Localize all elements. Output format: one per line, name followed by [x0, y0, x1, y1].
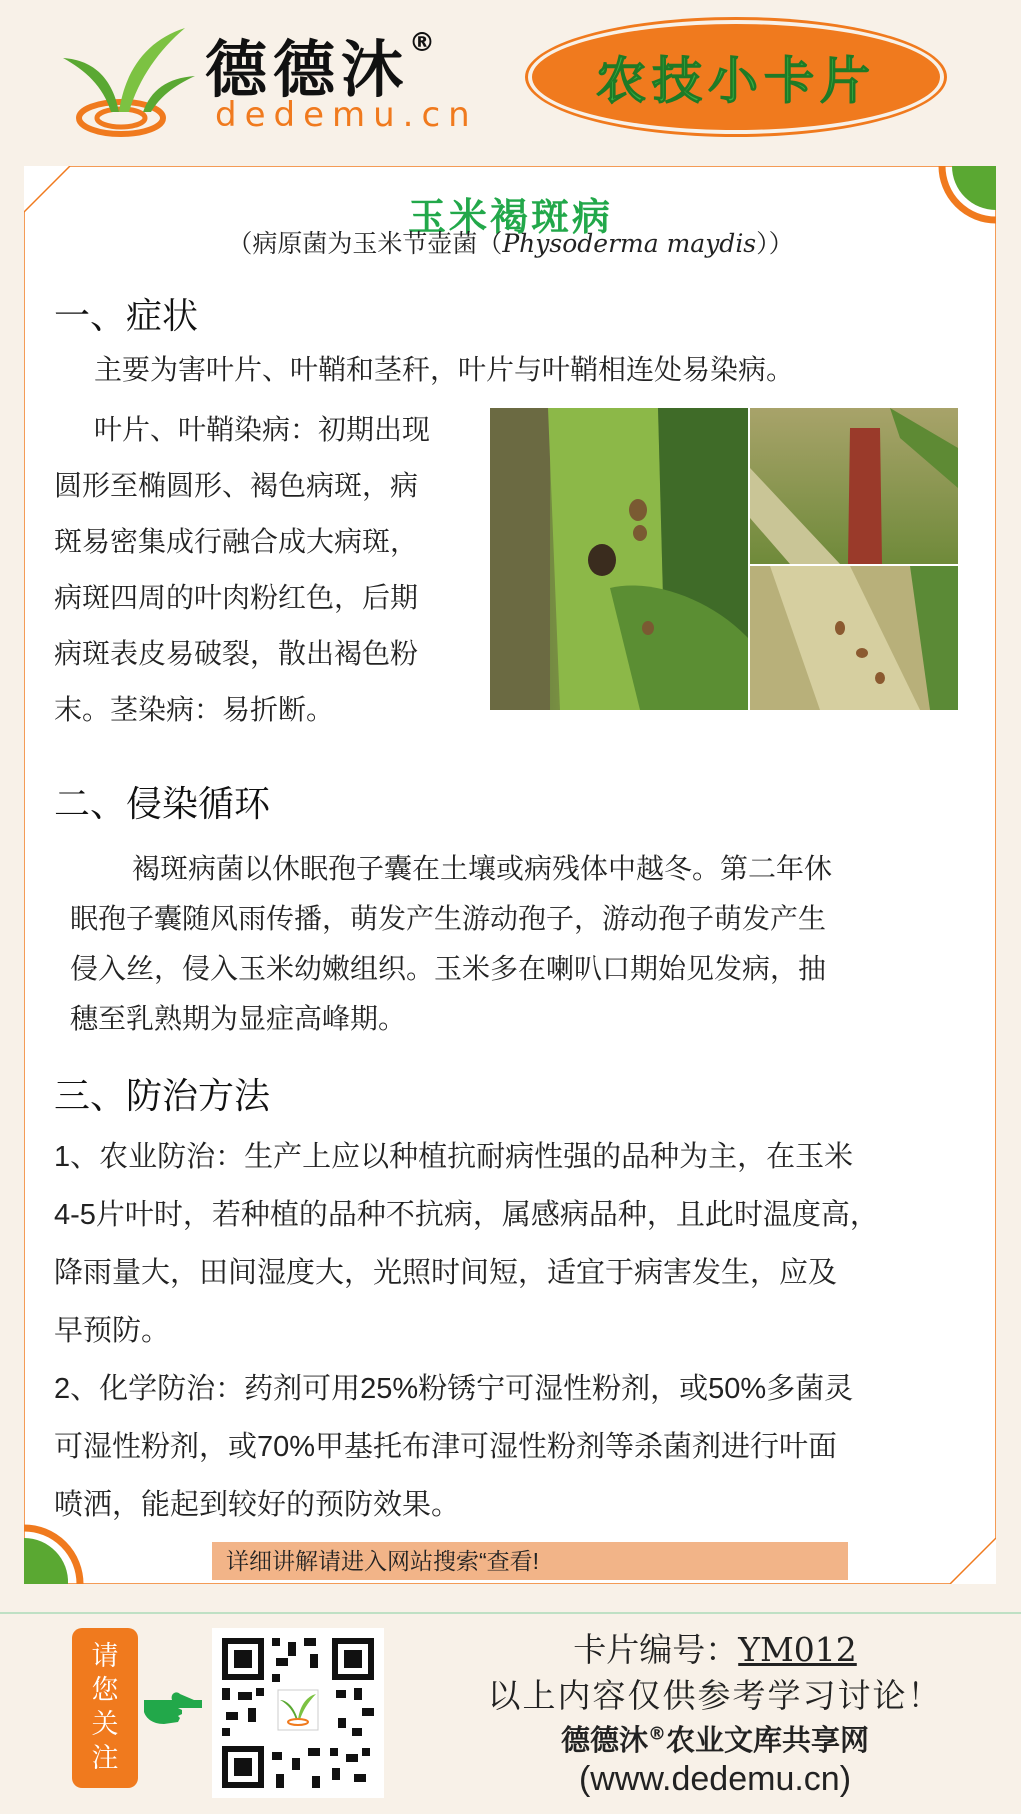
qr-code[interactable]	[212, 1628, 384, 1798]
infection-cycle-text: 褐斑病菌以休眠孢子囊在土壤或病残体中越冬。第二年休 眠孢子囊随风雨传播，萌发产生游动孢子，游动孢子萌发产生 侵入丝，侵入玉米幼嫩组织。玉米多在喇叭口期始见发病，抽 穗至乳熟期为显症高峰期。	[70, 852, 833, 1035]
site-name: 德德沐®农业文库共享网	[560, 1723, 870, 1757]
card-number: 卡片编号：YM012	[573, 1630, 857, 1669]
disclaimer: 以上内容仅供参考学习讨论！	[487, 1676, 943, 1715]
section-heading-symptoms: 一、症状	[54, 296, 199, 337]
disease-photo	[490, 408, 958, 710]
symptoms-intro: 主要为害叶片、叶鞘和茎秆，叶片与叶鞘相连处易染病。	[94, 353, 795, 386]
follow-badge: 请 您 关 注	[72, 1628, 138, 1788]
header-badge: 农技小卡片	[532, 24, 940, 130]
sprout-logo-icon	[55, 20, 205, 140]
pointing-hand-icon	[142, 1688, 204, 1728]
card-title: 玉米褐斑病	[407, 195, 613, 239]
section-heading-control-methods: 三、防治方法	[54, 1076, 271, 1117]
site-url[interactable]: (www.dedemu.cn)	[578, 1760, 852, 1798]
search-banner: 详细讲解请进入网站搜索“查看!	[212, 1542, 848, 1580]
brand-name: 德德沐®	[205, 28, 442, 106]
control-methods-text: 1、农业防治：生产上应以种植抗耐病性强的品种为主，在玉米 4-5片叶时，若种植的品种不抗病，属感病品种，且此时温度高， 降雨量大，田间湿度大，光照时间短，适宜于病害发生，应及 早预防。 2、化学防治：药剂可用25%粉锈宁可湿性粉剂，或50%多菌灵 可湿性粉剂，或70%甲基托布津可湿性粉剂等杀菌剂进行叶面 喷洒，能起到较好的预防效果。	[54, 1141, 879, 1521]
footer-divider	[0, 1612, 1021, 1614]
pathogen-line: （病原菌为玉米节壶菌（Physoderma maydis））	[227, 229, 794, 258]
section-heading-infection-cycle: 二、侵染循环	[54, 784, 271, 825]
brand-url: dedemu.cn	[215, 95, 478, 135]
symptoms-detail: 叶片、叶鞘染病：初期出现 圆形至椭圆形、褐色病斑，病 斑易密集成行融合成大病斑， 病斑四周的叶肉粉红色，后期 病斑表皮易破裂，散出褐色粉 末。茎染病：易折断。	[54, 413, 431, 726]
